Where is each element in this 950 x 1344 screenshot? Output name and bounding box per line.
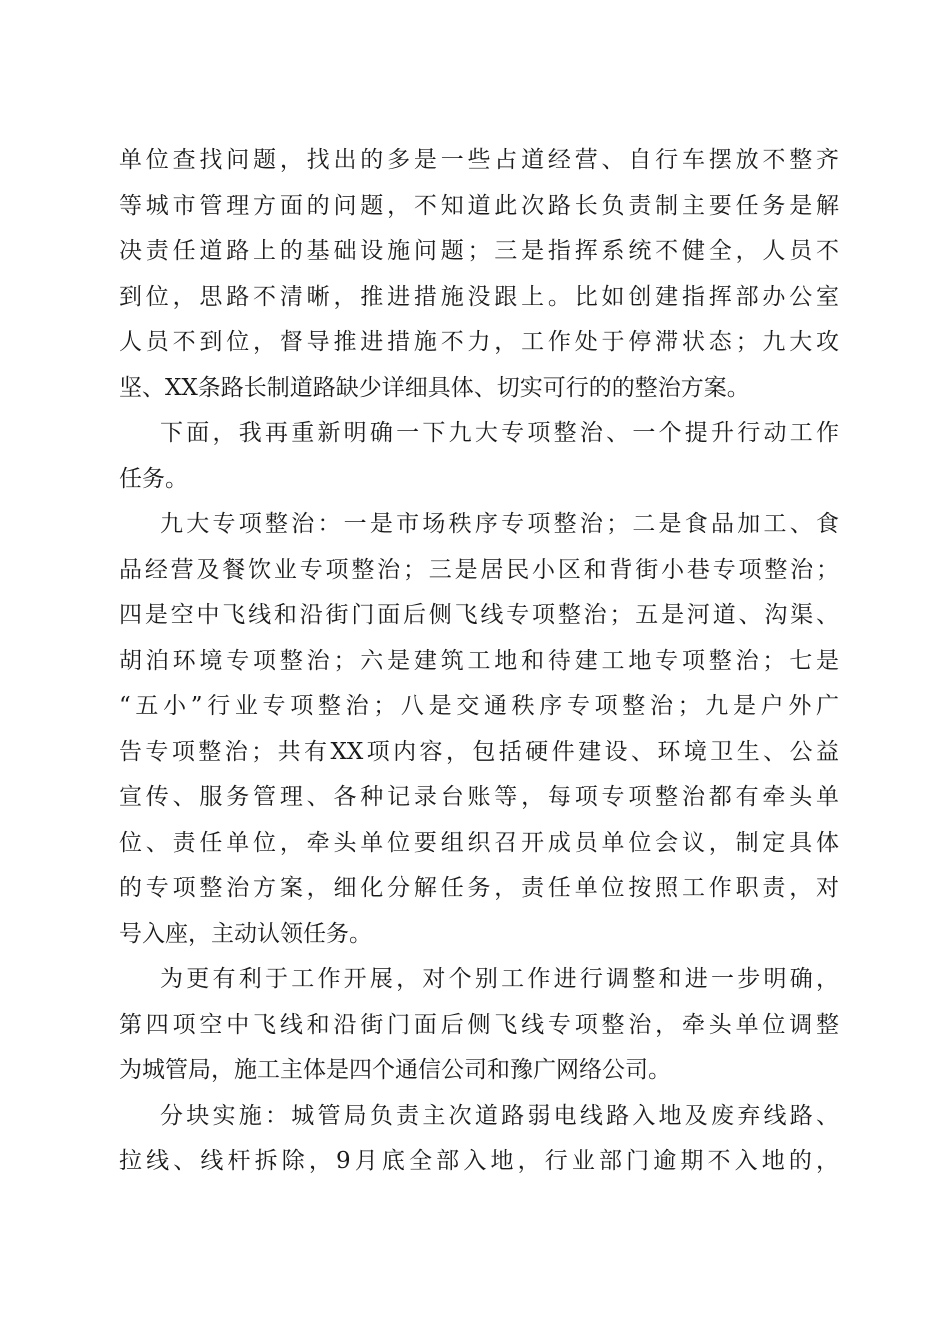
text-line: 胡泊环境专项整治；六是建筑工地和待建工地专项整治；七是: [119, 647, 839, 674]
text-line: 决责任道路上的基础设施问题；三是指挥系统不健全，人员不: [119, 238, 839, 264]
text-line: 位、责任单位，牵头单位要组织召开成员单位会议，制定具体: [119, 829, 839, 856]
paragraph: [119, 957, 839, 1094]
text-line: 九大专项整治：一是市场秩序专项整治；二是食品加工、食: [160, 511, 839, 537]
text-line: 单位查找问题，找出的多是一些占道经营、自行车摆放不整齐: [119, 147, 839, 173]
text-line: 号入座，主动认领任务。: [119, 920, 372, 947]
text-line: 告专项整治；共有XX项内容，包括硬件建设、环境卫生、公益: [119, 738, 839, 765]
paragraph: [119, 411, 839, 502]
text-line: 为城管局，施工主体是四个通信公司和豫广网络公司。: [119, 1057, 671, 1083]
text-line: 下面，我再重新明确一下九大专项整治、一个提升行动工作: [160, 420, 839, 446]
text-line: 四是空中飞线和沿街门面后侧飞线专项整治；五是河道、沟渠、: [119, 602, 839, 628]
text-line: 分块实施：城管局负责主次道路弱电线路入地及废弃线路、: [160, 1102, 839, 1129]
text-line: 为更有利于工作开展，对个别工作进行调整和进一步明确，: [160, 966, 839, 992]
paragraph: [119, 502, 839, 957]
text-line: 任务。: [119, 465, 188, 492]
text-line: 宣传、服务管理、各种记录台账等，每项专项整治都有牵头单: [119, 784, 839, 810]
paragraph: [119, 1094, 839, 1185]
text-line: 第四项空中飞线和沿街门面后侧飞线专项整治，牵头单位调整: [119, 1011, 839, 1038]
paragraph: [119, 138, 839, 411]
text-line: 人员不到位，督导推进措施不力，工作处于停滞状态；九大攻: [119, 329, 839, 355]
text-line: 的专项整治方案，细化分解任务，责任单位按照工作职责，对: [119, 875, 839, 901]
text-line: “五小”行业专项整治；八是交通秩序专项整治；九是户外广: [119, 693, 839, 719]
text-line: 品经营及餐饮业专项整治；三是居民小区和背街小巷专项整治；: [119, 556, 839, 583]
text-line: 到位，思路不清晰，推进措施没跟上。比如创建指挥部办公室: [119, 283, 839, 310]
text-line: 坚、XX条路长制道路缺少详细具体、切实可行的的整治方案。: [119, 374, 750, 401]
body-text: [119, 138, 839, 1185]
text-line: 拉线、线杆拆除，9月底全部入地，行业部门逾期不入地的，: [119, 1148, 839, 1174]
text-line: 等城市管理方面的问题，不知道此次路长负责制主要任务是解: [119, 192, 839, 219]
